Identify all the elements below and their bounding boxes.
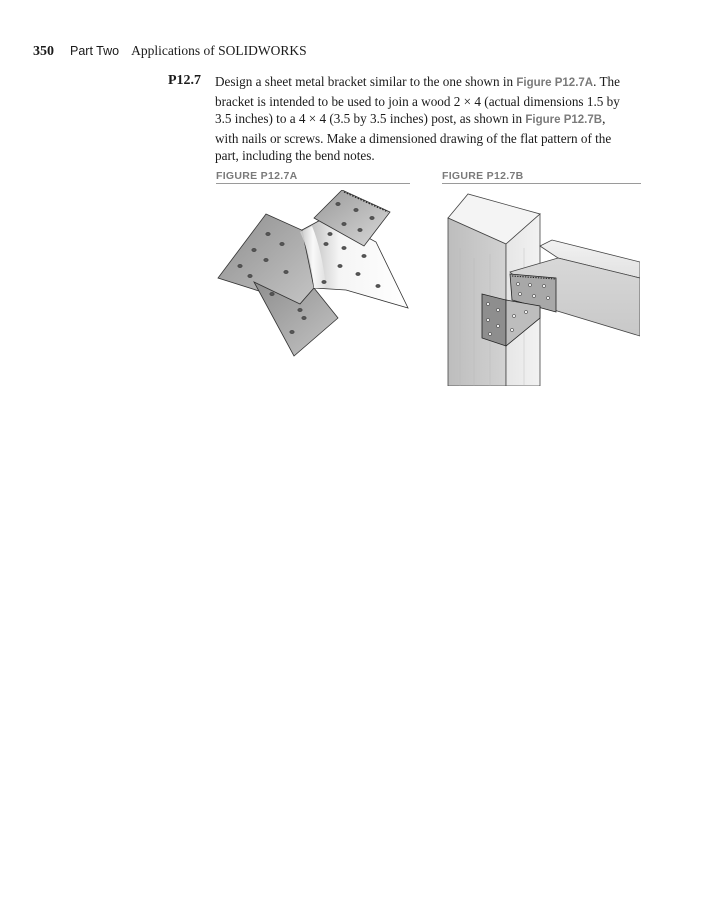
- problem-number: P12.7: [168, 73, 202, 88]
- section-title: Applications of SOLIDWORKS: [131, 43, 307, 58]
- figure-a-caption: FIGURE P12.7A: [216, 170, 410, 184]
- post-and-beam-illustration: [440, 188, 640, 386]
- figure-b-caption: FIGURE P12.7B: [442, 170, 641, 184]
- page-number: 350: [33, 44, 54, 59]
- problem-text-part-1: Design a sheet metal bracket similar to the one shown in: [215, 74, 517, 89]
- part-label: Part Two: [70, 44, 120, 58]
- bracket-illustration: [214, 190, 414, 360]
- problem-text-part-3: , with nails or screws. Make a dimensioned drawing of the flat pattern of the part, including the bend notes.: [215, 111, 612, 163]
- figure-reference-a[interactable]: Figure P12.7A: [516, 77, 594, 89]
- problem-text: [215, 73, 625, 165]
- figure-reference-b[interactable]: Figure P12.7B: [525, 114, 603, 126]
- problem-text-part-2: . The bracket is intended to be used to join a wood 2 × 4 (actual dimensions 1.5 by 3.5 inches) to a 4 × 4 (3.5 by 3.5 inches) post, as shown in: [215, 74, 620, 126]
- page-header: [33, 42, 307, 58]
